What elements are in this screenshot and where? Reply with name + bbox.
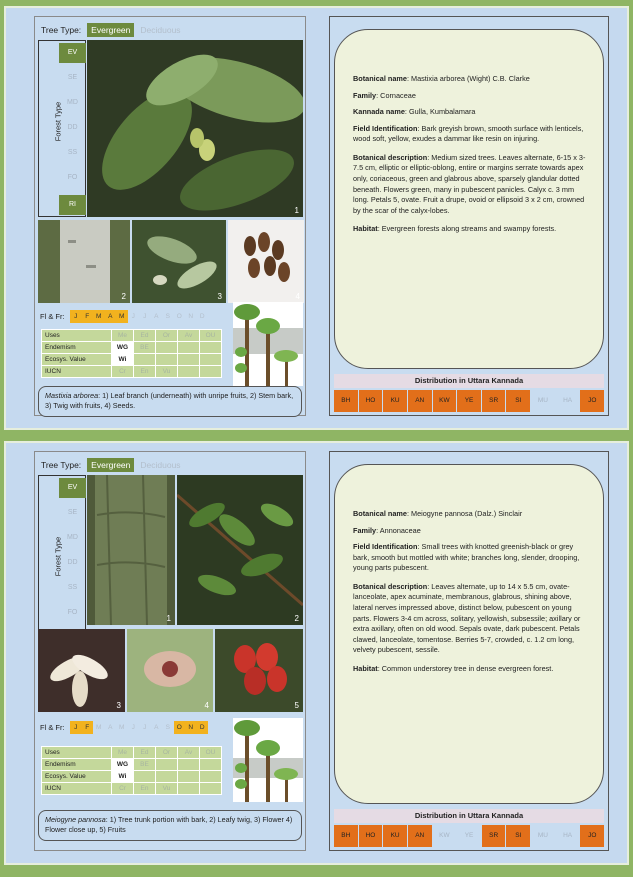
forest-type-ev: EV: [59, 43, 86, 63]
month-mar: M: [96, 724, 102, 731]
photo-number-1: 1: [294, 206, 299, 215]
photo-leafy-twig: [177, 475, 303, 625]
kannada-name: Kannada name: Gulla, Kumbalamara: [353, 107, 476, 117]
zone-sr: SR: [482, 825, 506, 847]
month-nov: N: [188, 313, 194, 320]
photo-number-2: 2: [294, 614, 299, 623]
info-row-endemism: [42, 342, 222, 354]
month-sep: S: [165, 313, 170, 320]
twig-fruits-illustration: [132, 220, 226, 303]
info-key-endemism: Endemism: [42, 342, 112, 354]
habitat: Habitat: Common understorey tree in dense evergreen forest.: [353, 663, 554, 673]
seeds-illustration: [228, 220, 304, 303]
vegetation-profile: [233, 718, 303, 802]
forest-type-ss: SS: [67, 149, 78, 156]
info-key-ecosys: Ecosys. Value: [42, 354, 112, 366]
info-row-iucn: [42, 366, 222, 378]
leaf-branch-illustration: [87, 40, 303, 217]
month-may: M: [119, 724, 125, 731]
caption-text: : 1) Tree trunk portion with bark, 2) Leafy twig, 3) Flower 4) Flower close up, 5) Fruits: [45, 815, 293, 835]
habitat: Habitat: Evergreen forests along streams and swampy forests.: [353, 224, 557, 234]
info-uses-or: Or: [156, 330, 178, 342]
photo-tree-trunk: [87, 475, 175, 625]
info-row-ecosys: [42, 354, 222, 366]
info-row-endemism: [42, 759, 222, 771]
zone-jo: JO: [580, 825, 604, 847]
info-uses-av: Av: [178, 747, 200, 759]
family: Family: Cornaceae: [353, 90, 416, 100]
left-panel: [34, 451, 306, 851]
info-row-uses: [42, 330, 222, 342]
info-iucn-en: En: [134, 366, 156, 378]
info-endemism-be: BE: [134, 342, 156, 354]
info-uses-ed: Ed: [134, 747, 156, 759]
info-row-uses: [42, 747, 222, 759]
info-key-iucn: IUCN: [42, 783, 112, 795]
forest-type-column: [38, 40, 86, 217]
forest-type-dd: DD: [67, 559, 78, 566]
info-uses-av: Av: [178, 330, 200, 342]
forest-type-label: Forest Type: [53, 101, 63, 142]
vegetation-profile: [233, 302, 303, 386]
zone-ho: HO: [359, 825, 383, 847]
species-description: [334, 464, 604, 804]
info-key-uses: Uses: [42, 747, 112, 759]
zone-an: AN: [408, 390, 432, 412]
zone-bh: BH: [334, 390, 358, 412]
flower-closeup-illustration: [127, 629, 213, 712]
info-endemism-wg: WG: [112, 759, 134, 771]
info-uses-ou: OU: [200, 747, 222, 759]
month-nov: N: [185, 721, 197, 734]
month-feb: F: [82, 310, 94, 323]
forest-type-ri: RI: [59, 195, 86, 215]
forest-type-fo: FO: [67, 174, 78, 181]
field-identification: Field Identification: Bark greyish brown, smooth surface with lenticels, wood soft, yellow, exudes a dammar like resin on injuring.: [353, 123, 584, 144]
forest-type-md: MD: [67, 534, 78, 541]
leafy-twig-illustration: [177, 475, 303, 625]
forest-type-md: MD: [67, 99, 78, 106]
info-uses-ou: OU: [200, 330, 222, 342]
forest-type-ss: SS: [67, 584, 78, 591]
info-ecosys-wi: Wi: [112, 354, 134, 366]
tree-trunk-illustration: [87, 475, 175, 625]
zone-si: SI: [506, 390, 530, 412]
distribution-title: Distribution in Uttara Kannada: [334, 374, 604, 388]
tree-type-row: [41, 458, 181, 472]
forest-type-ev: EV: [59, 478, 86, 498]
family: Family: Annonaceae: [353, 525, 421, 535]
month-feb: F: [82, 721, 94, 734]
zone-jo: JO: [580, 390, 604, 412]
flowering-fruiting-row: [40, 310, 208, 323]
month-sep: S: [165, 724, 170, 731]
caption-species: Meiogyne pannosa: [45, 815, 106, 824]
zone-ha: HA: [556, 825, 580, 847]
flower-illustration: [38, 629, 125, 712]
info-iucn-vu: Vu: [156, 366, 178, 378]
caption-text: : 1) Leaf branch (underneath) with unripe fruits, 2) Stem bark, 3) Twig with fruits, 4) Seeds.: [45, 391, 294, 411]
distribution-block: [334, 374, 604, 412]
photo-flower-closeup: [127, 629, 213, 712]
zone-mu: MU: [531, 390, 555, 412]
info-table: [41, 746, 222, 795]
stem-bark-illustration: [38, 220, 130, 303]
info-endemism-wg: WG: [112, 342, 134, 354]
fruits-illustration: [215, 629, 303, 712]
month-apr: A: [108, 724, 113, 731]
photo-number-3: 3: [116, 701, 121, 710]
info-iucn-cr: Cr: [112, 783, 134, 795]
forest-type-label: Forest Type: [53, 536, 63, 577]
photo-twig-fruits: [132, 220, 226, 303]
info-iucn-en: En: [134, 783, 156, 795]
zone-sr: SR: [482, 390, 506, 412]
month-may: M: [116, 310, 128, 323]
month-mar: M: [93, 310, 105, 323]
zone-ku: KU: [383, 825, 407, 847]
photo-stem-bark: [38, 220, 130, 303]
forest-type-column: [38, 475, 86, 652]
info-uses-or: Or: [156, 747, 178, 759]
info-key-endemism: Endemism: [42, 759, 112, 771]
info-endemism-be: BE: [134, 759, 156, 771]
zone-kw: KW: [433, 825, 457, 847]
month-dec: D: [197, 721, 209, 734]
distribution-block: [334, 809, 604, 847]
photo-number-4: 4: [295, 292, 300, 301]
distribution-title: Distribution in Uttara Kannada: [334, 809, 604, 823]
month-jul: J: [143, 724, 147, 731]
month-aug: A: [154, 724, 159, 731]
tree-type-label: Tree Type:: [41, 25, 82, 35]
info-key-iucn: IUCN: [42, 366, 112, 378]
photo-number-1: 1: [166, 614, 171, 623]
tree-type-row: [41, 23, 181, 37]
photo-number-4: 4: [204, 701, 209, 710]
photo-number-2: 2: [121, 292, 126, 301]
botanical-description: Botanical description: Leaves alternate, up to 14 x 5.5 cm, ovate-lanceolate, apex acuminate, membranous, glabrous, shining above, lateral nerves impressed above, distinct below, pubescent on young parts. Flowers 3-4 cm across, solitary, yellowish, subsessile; axillary or extra axillary, often on old wood. Sepals ovate, dark pubescent. Petals clawed, lanceolate, tomentose. Berries 5-7, crowded, c. 1.2 cm long, velvety pubescent, sessile.: [353, 581, 581, 655]
photo-caption: [38, 810, 302, 841]
zone-ye: YE: [457, 390, 481, 412]
info-ecosys-wi: Wi: [112, 771, 134, 783]
info-row-iucn: [42, 783, 222, 795]
tree-type-evergreen: Evergreen: [87, 458, 134, 472]
month-apr: A: [105, 310, 117, 323]
forest-type-dd: DD: [67, 124, 78, 131]
zone-ho: HO: [359, 390, 383, 412]
month-jun: J: [131, 313, 135, 320]
month-jun: J: [131, 724, 135, 731]
zone-si: SI: [506, 825, 530, 847]
month-jan: J: [70, 721, 82, 734]
zone-ku: KU: [383, 390, 407, 412]
month-dec: D: [199, 313, 205, 320]
photo-leaf-branch: [87, 40, 303, 217]
distribution-zones: [334, 390, 604, 412]
info-uses-me: Me: [112, 747, 134, 759]
photo-number-3: 3: [217, 292, 222, 301]
left-panel: [34, 16, 306, 416]
tree-type-deciduous: Deciduous: [140, 25, 181, 35]
month-oct: O: [176, 313, 182, 320]
photo-flower: [38, 629, 125, 712]
botanical-name: Botanical name: Mastixia arborea (Wight) C.B. Clarke: [353, 74, 530, 83]
info-table: [41, 329, 222, 378]
info-uses-me: Me: [112, 330, 134, 342]
zone-an: AN: [408, 825, 432, 847]
forest-type-se: SE: [67, 74, 78, 81]
month-jan: J: [70, 310, 82, 323]
distribution-zones: [334, 825, 604, 847]
species-sheet-2: [0, 437, 633, 869]
zone-ye: YE: [457, 825, 481, 847]
caption-species: Mastixia arborea: [45, 391, 99, 400]
month-aug: A: [154, 313, 159, 320]
species-description: [334, 29, 604, 369]
vegetation-profile-illustration: [233, 718, 303, 802]
forest-type-fo: FO: [67, 609, 78, 616]
photo-caption: [38, 386, 302, 417]
vegetation-profile-illustration: [233, 302, 303, 386]
tree-type-deciduous: Deciduous: [140, 460, 181, 470]
info-key-uses: Uses: [42, 330, 112, 342]
photo-number-5: 5: [294, 701, 299, 710]
flfr-label: Fl & Fr:: [40, 723, 65, 732]
info-uses-ed: Ed: [134, 330, 156, 342]
info-row-ecosys: [42, 771, 222, 783]
zone-mu: MU: [531, 825, 555, 847]
zone-ha: HA: [556, 390, 580, 412]
zone-kw: KW: [433, 390, 457, 412]
month-jul: J: [143, 313, 147, 320]
info-key-ecosys: Ecosys. Value: [42, 771, 112, 783]
botanical-description: Botanical description: Medium sized trees. Leaves alternate, 6-15 x 3-7.5 cm, elliptic or elliptic-oblong, entire or margins serrate towards apex only, coriaceous, green and glabrous above, sparsely glandular dotted beneath. Flowers green, many in pubescent panicles. Calyx c. 3 mm long. Petals 5, ovate. Fruit a drupe, ovoid or ellipsoid 3 x 2 cm, crowned by the scar of the calyx-lobes.: [353, 152, 586, 215]
right-panel: [329, 451, 609, 851]
tree-type-label: Tree Type:: [41, 460, 82, 470]
photo-fruits: [215, 629, 303, 712]
zone-bh: BH: [334, 825, 358, 847]
right-panel: [329, 16, 609, 416]
info-iucn-cr: Cr: [112, 366, 134, 378]
forest-type-se: SE: [67, 509, 78, 516]
flowering-fruiting-row: [40, 721, 208, 734]
botanical-name: Botanical name: Meiogyne pannosa (Dalz.) Sinclair: [353, 509, 523, 518]
species-sheet-1: [0, 2, 633, 434]
month-oct: O: [174, 721, 186, 734]
photo-seeds: [228, 220, 304, 303]
field-identification: Field Identification: Small trees with knotted greenish-black or grey bark, smooth but mottled with white; branches long, slender, drooping, young parts pubescent.: [353, 542, 580, 573]
tree-type-evergreen: Evergreen: [87, 23, 134, 37]
info-iucn-vu: Vu: [156, 783, 178, 795]
flfr-label: Fl & Fr:: [40, 312, 65, 321]
